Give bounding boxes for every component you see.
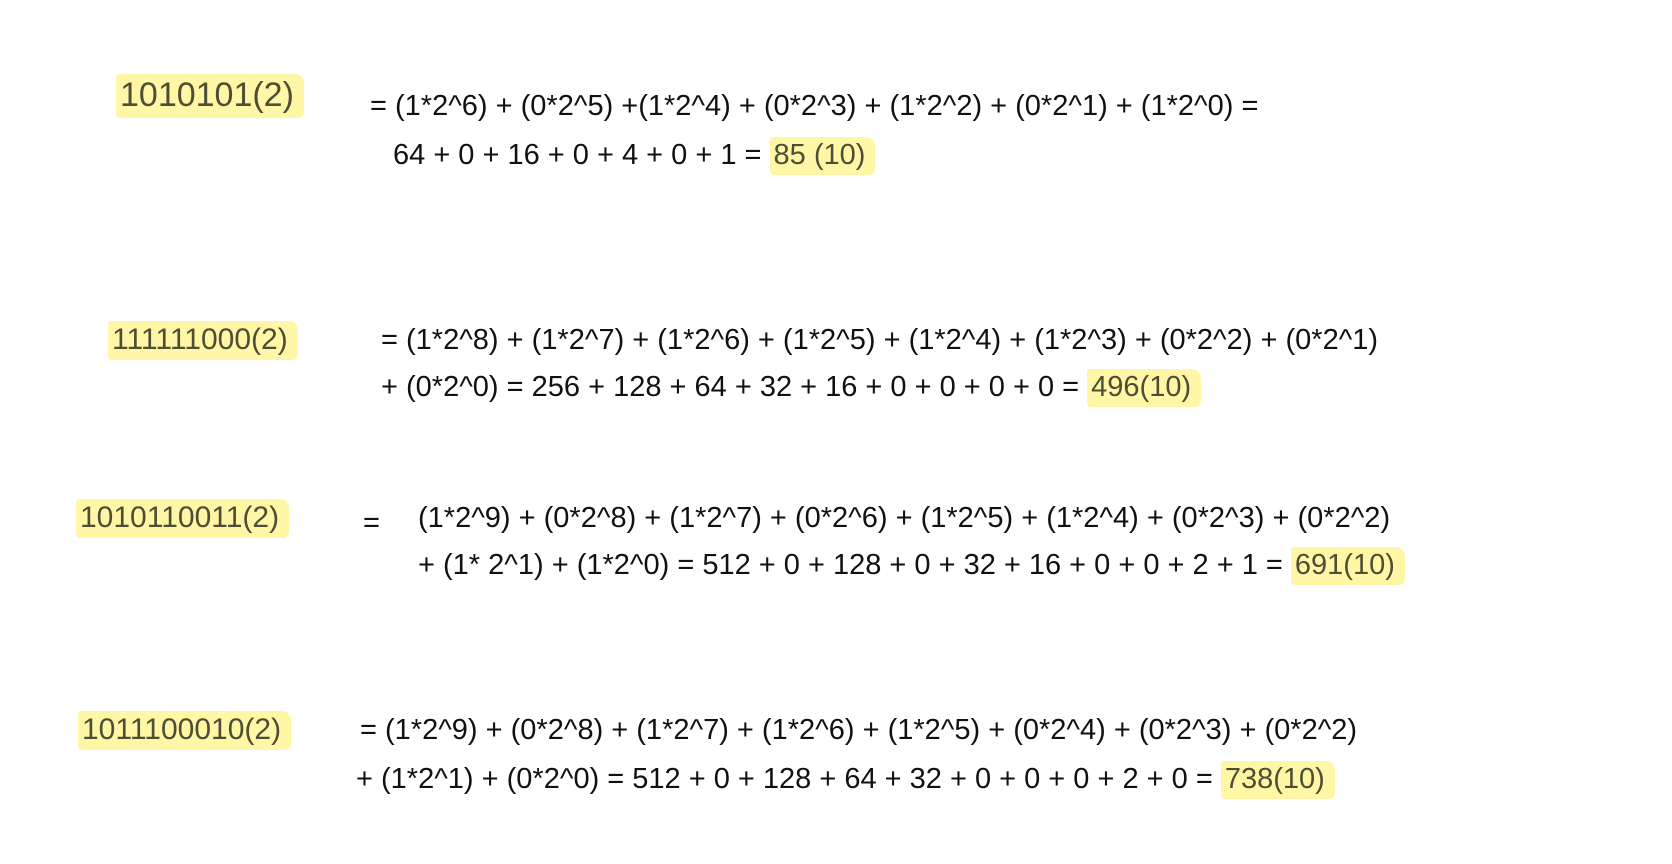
expansion-1-line-1: = (1*2^6) + (0*2^5) +(1*2^4) + (0*2^3) + (1*2^2) + (0*2^1) + (1*2^0) =	[370, 90, 1259, 122]
equals-sign-3: =	[363, 507, 380, 539]
expansion-2-line-2: + (0*2^0) = 256 + 128 + 64 + 32 + 16 + 0 + 0 + 0 + 0 =	[381, 371, 1080, 403]
binary-number-1: 1010101(2)	[116, 74, 304, 118]
binary-number-2: 111111000(2)	[108, 321, 298, 360]
expansion-1-line-2: 64 + 0 + 16 + 0 + 4 + 0 + 1 =	[393, 139, 762, 171]
decimal-result-1: 85 (10)	[770, 137, 876, 175]
decimal-result-2: 496(10)	[1087, 369, 1201, 407]
expansion-4-line-1: = (1*2^9) + (0*2^8) + (1*2^7) + (1*2^6) + (1*2^5) + (0*2^4) + (0*2^3) + (0*2^2)	[360, 714, 1358, 746]
decimal-result-4: 738(10)	[1221, 761, 1335, 799]
decimal-result-3: 691(10)	[1291, 547, 1405, 585]
expansion-3-line-2: + (1* 2^1) + (1*2^0) = 512 + 0 + 128 + 0 + 32 + 16 + 0 + 0 + 2 + 1 =	[418, 549, 1283, 581]
binary-number-4: 1011100010(2)	[78, 711, 291, 750]
expansion-3-line-1: (1*2^9) + (0*2^8) + (1*2^7) + (0*2^6) + (1*2^5) + (1*2^4) + (0*2^3) + (0*2^2)	[418, 502, 1391, 534]
expansion-2-line-1: = (1*2^8) + (1*2^7) + (1*2^6) + (1*2^5) + (1*2^4) + (1*2^3) + (0*2^2) + (0*2^1)	[381, 324, 1379, 356]
binary-number-3: 1010110011(2)	[76, 499, 289, 538]
expansion-4-line-2: + (1*2^1) + (0*2^0) = 512 + 0 + 128 + 64 + 32 + 0 + 0 + 0 + 2 + 0 =	[356, 763, 1213, 795]
